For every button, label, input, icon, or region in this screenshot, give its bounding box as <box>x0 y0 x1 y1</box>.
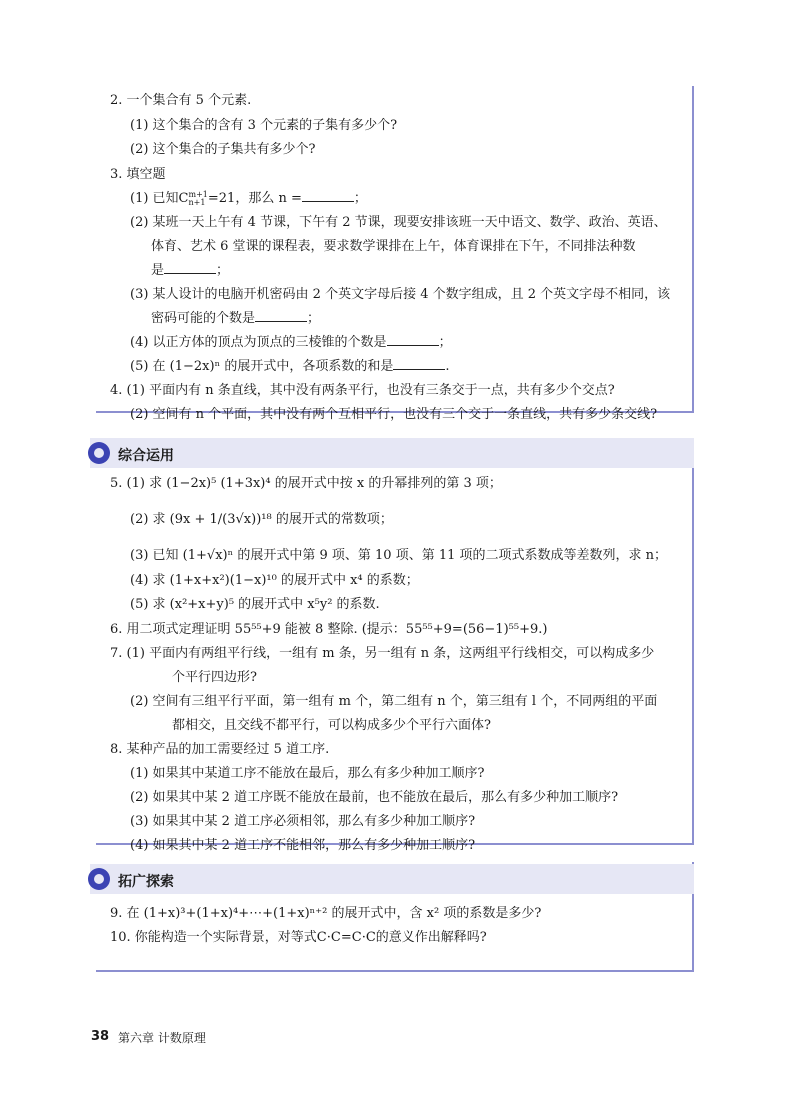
exercise-line <box>151 235 636 254</box>
line-text: 体育、艺术 6 堂课的课程表，要求数学课排在上午，体育课排在下午，不同排法种数 <box>151 239 636 254</box>
line-text: (4) 如果其中某 2 道工序不能相邻，那么有多少种加工顺序? <box>130 838 476 853</box>
line-text: (5) 求 (x²+x+y)⁵ 的展开式中 x⁵y² 的系数. <box>130 597 380 612</box>
fill-blank[interactable] <box>387 333 439 346</box>
exercise-line <box>130 355 450 374</box>
line-text: (2) 空间有三组平行平面，第一组有 m 个，第二组有 n 个，第三组有 l 个，不同两组的平面 <box>130 694 658 709</box>
line-text: (2) 求 (9x + 1/(3√x))¹⁸ 的展开式的常数项； <box>130 512 393 527</box>
exercise-line <box>110 163 166 182</box>
line-suffix: ； <box>353 191 367 206</box>
line-tail: 的意义作出解释吗? <box>375 930 487 945</box>
line-text: 个平行四边形? <box>172 670 257 685</box>
section-title-comprehensive: 综合运用 <box>118 448 174 464</box>
line-text: (2) 某班一天上午有 4 节课，下午有 2 节课，现要安排该班一天中语文、数学、政治、英语、 <box>130 215 667 230</box>
line-text: 2. 一个集合有 5 个元素. <box>110 93 252 108</box>
exercise-line <box>130 569 419 588</box>
line-suffix: ； <box>307 311 321 326</box>
line-text: (1) 如果其中某道工序不能放在最后，那么有多少种加工顺序? <box>130 766 485 781</box>
exercise-line <box>130 593 380 612</box>
exercise-line <box>151 259 229 278</box>
formula-part: ·C <box>326 930 341 945</box>
line-suffix: ； <box>438 335 452 350</box>
line-suffix: . <box>445 359 450 374</box>
exercise-line <box>130 211 667 230</box>
line-text: 3. 填空题 <box>110 167 166 182</box>
fill-blank[interactable] <box>393 357 445 370</box>
line-text: 密码可能的个数是 <box>151 311 256 326</box>
exercise-line <box>130 508 393 527</box>
line-text: (1) 已知C <box>130 191 189 206</box>
line-text: (3) 已知 (1+√x)ⁿ 的展开式中第 9 项、第 10 项、第 11 项的二项式系数成等差数列，求 n； <box>130 548 668 563</box>
exercise-line <box>151 307 320 326</box>
fill-blank[interactable] <box>255 309 307 322</box>
exercise-line <box>130 762 485 781</box>
exercise-line <box>110 902 541 921</box>
exercise-line <box>130 690 657 709</box>
line-text: (3) 如果其中某 2 道工序必须相邻，那么有多少种加工顺序? <box>130 814 476 829</box>
line-text: 8. 某种产品的加工需要经过 5 道工序. <box>110 742 330 757</box>
exercise-line <box>172 666 257 685</box>
line-text: 10. 你能构造一个实际背景，对等式C <box>110 930 327 945</box>
line-text: (4) 以正方体的顶点为顶点的三棱锥的个数是 <box>130 335 387 350</box>
line-text: 4. (1) 平面内有 n 条直线，其中没有两条平行，也没有三条交于一点，共有多少个交点? <box>110 383 615 398</box>
line-text: (4) 求 (1+x+x²)(1−x)¹⁰ 的展开式中 x⁴ 的系数； <box>130 573 419 588</box>
line-text: 9. 在 (1+x)³+(1+x)⁴+⋯+(1+x)ⁿ⁺² 的展开式中，含 x² 项的系数是多少? <box>110 906 542 921</box>
section-band-comprehensive <box>90 438 694 468</box>
line-text: 6. 用二项式定理证明 55⁵⁵+9 能被 8 整除. (提示：55⁵⁵+9=(56−1)⁵⁵+9.) <box>110 622 548 637</box>
exercise-line <box>110 379 615 398</box>
formula-part: =C <box>340 930 362 945</box>
exercise-line <box>172 714 491 733</box>
line-text: (2) 这个集合的子集共有多少个? <box>130 142 316 157</box>
exercise-line <box>130 138 316 157</box>
line-text: 7. (1) 平面内有两组平行线，一组有 m 条，另一组有 n 条，这两组平行线相交，可以构成多少 <box>110 646 655 661</box>
line-text: 5. (1) 求 (1−2x)⁵ (1+3x)⁴ 的展开式中按 x 的升幂排列的第 3 项； <box>110 476 502 491</box>
exercise-line <box>110 89 251 108</box>
line-text: (1) 这个集合的含有 3 个元素的子集有多少个? <box>130 118 398 133</box>
section-icon <box>88 868 110 890</box>
combination-index: m+1 n+1 <box>188 189 208 207</box>
fill-blank[interactable] <box>164 261 216 274</box>
exercise-line <box>130 544 667 563</box>
exercise-line <box>130 834 475 853</box>
line-tail: =21，那么 n = <box>207 191 302 206</box>
line-text: (5) 在 (1−2x)ⁿ 的展开式中，各项系数的和是 <box>130 359 394 374</box>
formula-part: ·C <box>361 930 376 945</box>
line-text: 是 <box>151 263 165 278</box>
line-suffix: ； <box>216 263 230 278</box>
exercise-line <box>130 187 367 207</box>
section-band-explore <box>90 864 694 894</box>
exercise-line <box>130 810 475 829</box>
section-icon <box>88 442 110 464</box>
exercise-line <box>110 642 654 661</box>
line-text: (3) 某人设计的电脑开机密码由 2 个英文字母后接 4 个数字组成，且 2 个英文字母不相同，该 <box>130 287 671 302</box>
exercise-line <box>110 738 329 757</box>
exercise-line <box>110 926 487 945</box>
section-title-explore: 拓广探索 <box>118 874 174 890</box>
line-text: 都相交，且交线不都平行，可以构成多少个平行六面体? <box>172 718 491 733</box>
chapter-title: 第六章 计数原理 <box>118 1031 206 1045</box>
exercise-line <box>130 283 670 302</box>
line-text: (2) 如果其中某 2 道工序既不能放在最前，也不能放在最后，那么有多少种加工顺序? <box>130 790 619 805</box>
exercise-line <box>130 114 397 133</box>
exercise-line <box>110 472 502 491</box>
exercise-line <box>110 618 547 637</box>
page-number: 38 <box>91 1029 110 1044</box>
line-text: (2) 空间有 n 个平面，其中没有两个互相平行，也没有三个交于一条直线，共有多少条交线? <box>130 407 658 422</box>
fill-blank[interactable] <box>302 189 354 202</box>
exercise-line <box>130 786 618 805</box>
exercise-line <box>130 331 452 350</box>
exercise-line <box>130 403 657 422</box>
